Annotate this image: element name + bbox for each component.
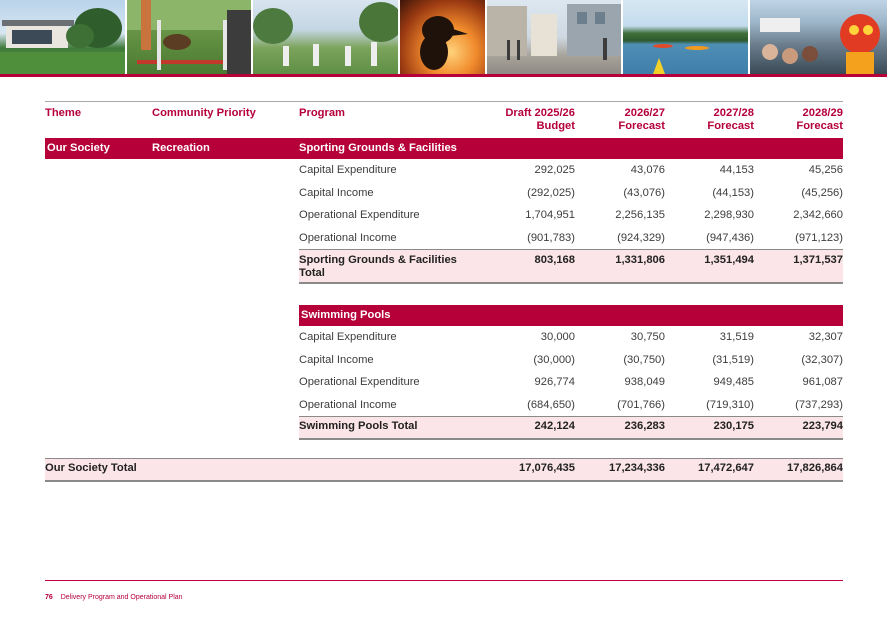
theme-cell: Our Society <box>45 138 152 159</box>
total-f3-value: 223,794 <box>754 417 843 440</box>
row-f1-value: (701,766) <box>617 398 665 411</box>
row-label: Capital Income <box>299 186 374 199</box>
table-header-row <box>45 102 843 139</box>
program-total-label: Swimming Pools Total <box>299 417 489 440</box>
table-row <box>45 159 843 182</box>
header-draft-line1: Draft 2025/26 <box>505 107 575 119</box>
header-community-priority: Community Priority <box>152 102 299 139</box>
header-draft-budget <box>489 102 575 139</box>
street-scene-photo <box>487 0 623 74</box>
row-f2-value: 44,153 <box>719 164 754 177</box>
total-f1-value: 1,331,806 <box>575 250 665 284</box>
total-f3-value: 1,371,537 <box>754 250 843 284</box>
theme-total-label: Our Society Total <box>45 459 489 482</box>
festival-dragon-illustration <box>750 0 887 74</box>
table-row <box>45 182 843 205</box>
kookaburra-illustration <box>400 0 487 74</box>
program-band-row <box>45 138 843 159</box>
footer-document-title: Delivery Program and Operational Plan <box>60 594 183 601</box>
kookaburra-sunset-photo <box>400 0 487 74</box>
street-scene-illustration <box>487 0 623 74</box>
budget-table <box>45 101 843 482</box>
row-f3-value: (32,307) <box>801 353 843 366</box>
outdoor-fitness-photo <box>253 0 400 74</box>
row-label: Operational Income <box>299 231 397 244</box>
program-band-row <box>45 305 843 326</box>
grand-f2-value: 17,472,647 <box>665 459 754 482</box>
river-kayak-illustration <box>623 0 750 74</box>
pavilion-photo <box>0 0 127 74</box>
row-f1-value: 2,256,135 <box>615 209 665 222</box>
dog-agility-illustration <box>127 0 253 74</box>
row-f2-value: 949,485 <box>713 376 754 389</box>
total-f2-value: 230,175 <box>665 417 754 440</box>
header-forecast-2028 <box>754 102 843 139</box>
program-total-label-line1: Sporting Grounds & Facilities <box>299 254 457 266</box>
banner-accent-rule <box>0 74 887 77</box>
row-f3-value: (737,293) <box>795 398 843 411</box>
pavilion-illustration <box>0 0 127 74</box>
row-f2-value: (947,436) <box>706 231 754 244</box>
row-draft-value: 926,774 <box>534 376 575 389</box>
row-f1-value: 30,750 <box>630 331 665 344</box>
grand-draft-value: 17,076,435 <box>489 459 575 482</box>
photo-banner <box>0 0 887 74</box>
row-draft-value: (901,783) <box>527 231 575 244</box>
program-total-label-line2: Total <box>299 267 325 279</box>
row-f3-value: 45,256 <box>808 164 843 177</box>
grand-f1-value: 17,234,336 <box>575 459 665 482</box>
row-draft-value: 1,704,951 <box>525 209 575 222</box>
theme-total-row <box>45 459 843 482</box>
row-draft-value: (292,025) <box>527 186 575 199</box>
header-draft-line2: Budget <box>536 120 575 132</box>
row-f1-value: (924,329) <box>617 231 665 244</box>
row-draft-value: (684,650) <box>527 398 575 411</box>
row-f1-value: (43,076) <box>623 186 665 199</box>
row-f2-value: 31,519 <box>719 331 754 344</box>
row-label: Capital Income <box>299 353 374 366</box>
dog-agility-photo <box>127 0 253 74</box>
header-f2-line2: Forecast <box>707 120 754 132</box>
row-f2-value: (719,310) <box>706 398 754 411</box>
header-forecast-2027 <box>665 102 754 139</box>
row-f2-value: (31,519) <box>712 353 754 366</box>
page-number: 76 <box>45 594 53 601</box>
row-label: Operational Expenditure <box>299 209 420 222</box>
header-f2-line1: 2027/28 <box>713 107 754 119</box>
program-title: Swimming Pools <box>299 305 489 326</box>
row-draft-value: (30,000) <box>533 353 575 366</box>
row-f2-value: 2,298,930 <box>704 209 754 222</box>
spacer-row <box>45 439 843 459</box>
row-label: Capital Expenditure <box>299 164 397 177</box>
total-draft-value: 242,124 <box>489 417 575 440</box>
program-title: Sporting Grounds & Facilities <box>299 138 489 159</box>
header-theme: Theme <box>45 102 152 139</box>
page-footer <box>45 594 183 601</box>
program-total-label <box>299 250 489 284</box>
total-f2-value: 1,351,494 <box>665 250 754 284</box>
table-row <box>45 326 843 349</box>
row-label: Capital Expenditure <box>299 331 397 344</box>
row-f1-value: 43,076 <box>630 164 665 177</box>
total-draft-value: 803,168 <box>489 250 575 284</box>
row-f1-value: 938,049 <box>624 376 665 389</box>
table-row <box>45 227 843 250</box>
table-row <box>45 349 843 372</box>
header-f3-line1: 2028/29 <box>802 107 843 119</box>
program-total-row <box>45 250 843 284</box>
header-program: Program <box>299 102 489 139</box>
header-f1-line1: 2026/27 <box>624 107 665 119</box>
header-f1-line2: Forecast <box>618 120 665 132</box>
festival-dragon-photo <box>750 0 887 74</box>
program-total-row <box>45 417 843 440</box>
spacer-row <box>45 283 843 305</box>
table-row <box>45 204 843 227</box>
row-f1-value: (30,750) <box>623 353 665 366</box>
table-row <box>45 394 843 417</box>
grand-f3-value: 17,826,864 <box>754 459 843 482</box>
row-f2-value: (44,153) <box>712 186 754 199</box>
header-f3-line2: Forecast <box>796 120 843 132</box>
row-draft-value: 30,000 <box>540 331 575 344</box>
community-priority-cell: Recreation <box>152 138 299 159</box>
row-f3-value: 961,087 <box>802 376 843 389</box>
row-draft-value: 292,025 <box>534 164 575 177</box>
row-f3-value: (971,123) <box>795 231 843 244</box>
total-f1-value: 236,283 <box>575 417 665 440</box>
row-f3-value: 32,307 <box>808 331 843 344</box>
outdoor-fitness-illustration <box>253 0 400 74</box>
row-label: Operational Expenditure <box>299 376 420 389</box>
row-f3-value: (45,256) <box>801 186 843 199</box>
row-f3-value: 2,342,660 <box>793 209 843 222</box>
footer-rule <box>45 580 843 581</box>
header-forecast-2026 <box>575 102 665 139</box>
row-label: Operational Income <box>299 398 397 411</box>
river-kayak-photo <box>623 0 750 74</box>
table-row <box>45 371 843 394</box>
